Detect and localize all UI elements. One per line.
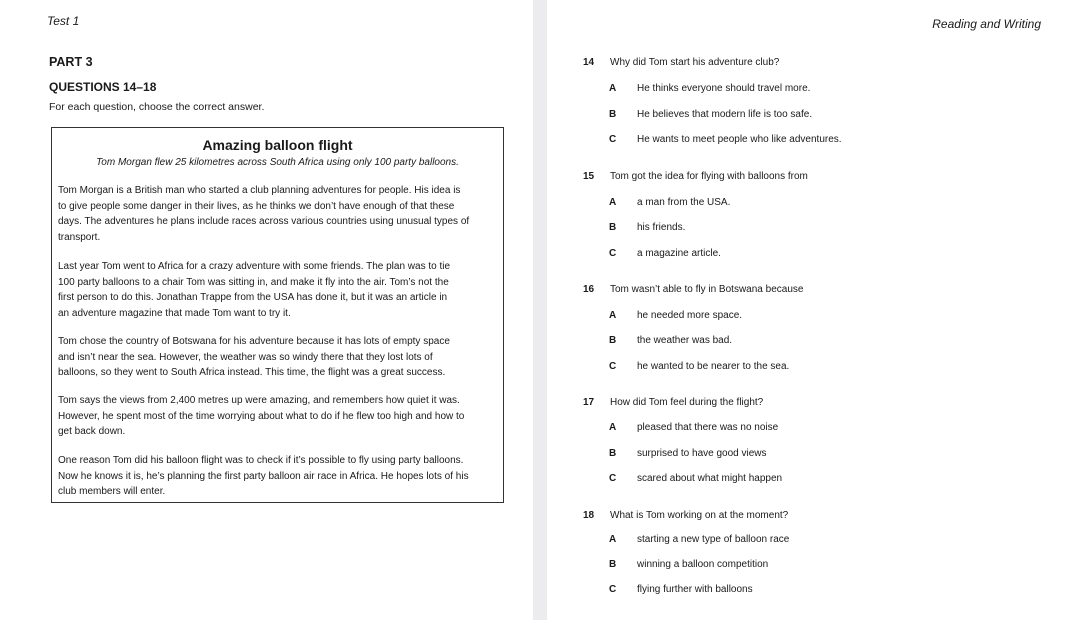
option-letter[interactable]: A [609,83,617,94]
instruction: For each question, choose the correct answer. [49,101,265,113]
article-paragraph [58,334,503,381]
option-text[interactable]: winning a balloon competition [637,559,769,570]
option-letter[interactable]: A [609,197,617,208]
article-paragraph [58,259,503,321]
option-letter[interactable]: A [609,422,617,433]
option-text[interactable]: the weather was bad. [637,335,733,346]
paragraph-line: days. The adventures he plans include races across various countries using unusual types of [58,216,470,227]
option-text[interactable]: a man from the USA. [637,197,731,208]
option-text[interactable]: surprised to have good views [637,448,767,459]
article-title: Amazing balloon flight [202,137,353,153]
paragraph-line: to give people some danger in their lives, as he thinks we don’t have enough of that these [58,200,455,212]
option-letter[interactable]: B [609,109,617,120]
option-letter[interactable]: C [609,248,617,259]
paragraph-line: get back down. [58,426,126,437]
test-label: Test 1 [47,14,80,28]
article-box [51,127,504,503]
paragraph-line: One reason Tom did his balloon flight was to check if it’s possible to fly using party balloons. [58,455,464,466]
paragraph-line: and isn’t near the sea. However, the weather was so windy there that they lost lots of [58,351,433,363]
left-page [0,0,533,620]
option-text[interactable]: He wants to meet people who like adventures. [637,134,842,145]
paragraph-line: Last year Tom went to Africa for a crazy adventure with some friends. The plan was to tie [58,261,451,272]
paragraph-line: first person to do this. Jonathan Trappe from the USA has done it, but it was an article in [58,292,448,303]
questions-range: QUESTIONS 14–18 [49,80,157,94]
option-letter[interactable]: B [609,448,617,459]
question-text: Tom got the idea for flying with balloons from [610,171,808,182]
question-text: How did Tom feel during the flight? [610,397,764,408]
section-label: Reading and Writing [932,17,1041,31]
article-paragraph [58,393,503,440]
option-text[interactable]: pleased that there was no noise [637,422,779,433]
option-text[interactable]: flying further with balloons [637,584,753,595]
question-text: Tom wasn’t able to fly in Botswana because [610,284,804,295]
option-letter[interactable]: B [609,559,617,570]
paragraph-line: 100 party balloons to a chair Tom was sitting in, and make it fly into the air. Tom’s not the [58,276,449,288]
option-text[interactable]: He thinks everyone should travel more. [637,83,811,94]
option-letter[interactable]: A [609,534,617,545]
question-number: 16 [583,284,595,295]
article-subtitle: Tom Morgan flew 25 kilometres across South Africa using only 100 party balloons. [96,157,459,168]
article-paragraph [58,453,503,500]
option-letter[interactable]: B [609,222,617,233]
option-letter[interactable]: C [609,134,617,145]
option-text[interactable]: He believes that modern life is too safe. [637,109,813,120]
paragraph-line: Tom says the views from 2,400 metres up were amazing, and remembers how quiet it was. [58,395,460,406]
part-title: PART 3 [49,55,93,69]
option-text[interactable]: starting a new type of balloon race [637,534,790,545]
option-text[interactable]: his friends. [637,222,686,233]
option-letter[interactable]: C [609,584,617,595]
option-letter[interactable]: C [609,361,617,372]
paragraph-line: Tom Morgan is a British man who started a club planning adventures for people. His idea is [58,185,461,196]
paragraph-line: Tom chose the country of Botswana for his adventure because it has lots of empty space [58,336,450,347]
right-page [547,0,1080,620]
question-number: 18 [583,510,595,521]
question-text: Why did Tom start his adventure club? [610,57,780,68]
option-text[interactable]: he wanted to be nearer to the sea. [637,361,790,372]
option-text[interactable]: he needed more space. [637,310,743,321]
option-letter[interactable]: C [609,473,617,484]
paragraph-line: However, he spent most of the time worrying about what to do if he flew too high and how to [58,410,465,422]
question-number: 14 [583,57,595,68]
paragraph-line: an adventure magazine that made Tom want to try it. [58,307,291,319]
question-number: 17 [583,397,595,408]
option-text[interactable]: a magazine article. [637,248,721,259]
paragraph-line: balloons, so they went to South Africa instead. This time, the flight was a great success. [58,367,446,378]
article-paragraph [58,183,503,245]
paragraph-line: Now he knows it is, he’s planning the first party balloon air race in Africa. He hopes lots of his [58,470,469,482]
paragraph-line: club members will enter. [58,486,166,497]
question-number: 15 [583,171,595,182]
option-text[interactable]: scared about what might happen [637,473,783,484]
option-letter[interactable]: A [609,310,617,321]
paragraph-line: transport. [58,231,101,243]
question-text: What is Tom working on at the moment? [610,510,789,521]
option-letter[interactable]: B [609,335,617,346]
